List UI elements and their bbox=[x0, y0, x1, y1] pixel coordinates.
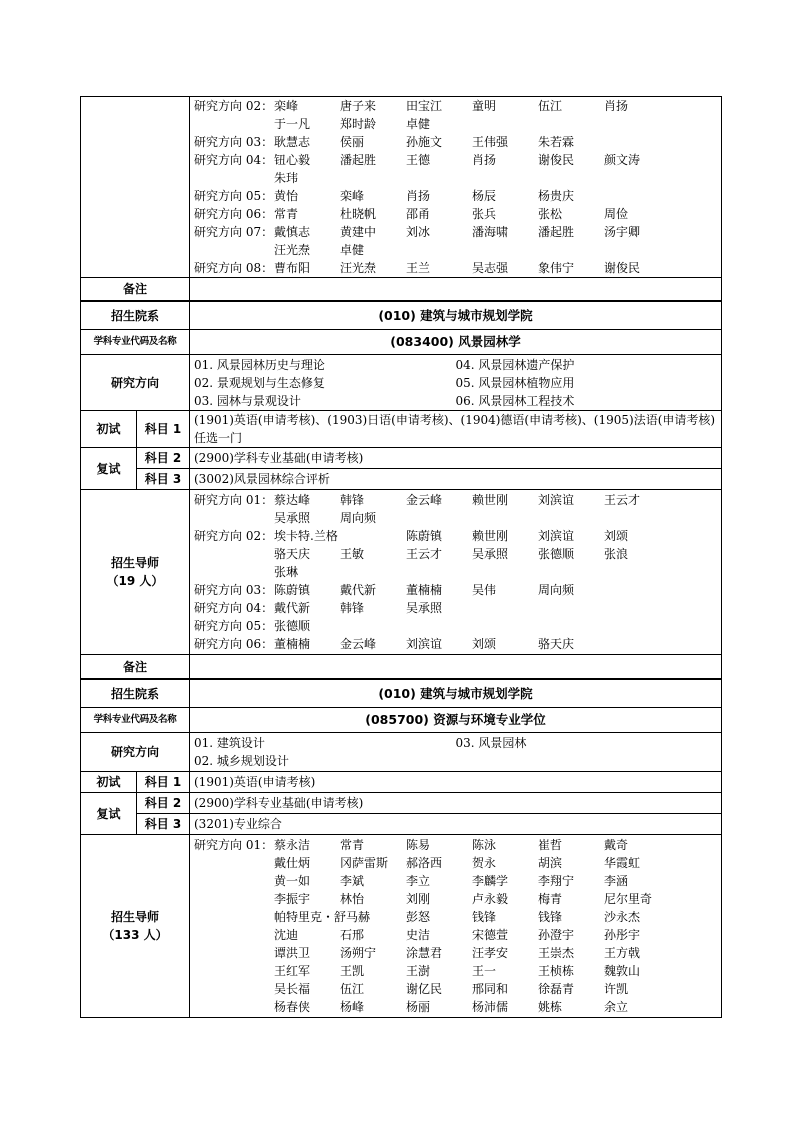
advisor-name: 汪孝安 bbox=[472, 946, 509, 960]
advisor-name: 王桢栋 bbox=[538, 964, 575, 978]
advisor-name: 董楠楠 bbox=[406, 583, 443, 597]
advisor-name: 杨春侠 bbox=[274, 1000, 311, 1014]
research-direction-row bbox=[194, 599, 717, 617]
advisor-name: 王德 bbox=[406, 153, 431, 167]
advisor-name: 石邢 bbox=[340, 928, 365, 942]
advisor-name: 李立 bbox=[406, 874, 431, 888]
advisor-name: 姚栋 bbox=[538, 1000, 563, 1014]
research-direction-label: 研究方向 06： bbox=[194, 207, 274, 221]
exam1-label-1: 初试 bbox=[81, 411, 137, 448]
advisor-name: 耿慧志 bbox=[274, 135, 311, 149]
advisor-name: 王崇杰 bbox=[538, 946, 575, 960]
subject1-label-1: 科目 1 bbox=[137, 411, 190, 448]
advisor-name: 汤宇卿 bbox=[604, 225, 641, 239]
advisor-name: 林怡 bbox=[340, 892, 365, 906]
advisor-name: 郑时龄 bbox=[340, 117, 377, 131]
remark-value-1 bbox=[190, 655, 722, 680]
advisor-name: 许凯 bbox=[604, 982, 629, 996]
advisor-name: 尼尔里奇 bbox=[604, 892, 653, 906]
advisor-name: 唐子来 bbox=[340, 99, 377, 113]
advisor-name: 戴慎志 bbox=[274, 225, 311, 239]
advisor-name: 宋德萱 bbox=[472, 928, 509, 942]
advisor-list-1 bbox=[190, 490, 722, 655]
advisor-names bbox=[274, 223, 717, 259]
advisor-name: 张德顺 bbox=[274, 619, 311, 633]
advisor-list-2 bbox=[190, 835, 722, 1018]
college-value-1: (010) 建筑与城市规划学院 bbox=[190, 301, 722, 330]
advisor-name: 刘颂 bbox=[472, 637, 497, 651]
advisor-name: 帕特里克・舒马赫 bbox=[274, 910, 371, 924]
remark-value-top bbox=[190, 278, 722, 302]
advisor-name: 黄怡 bbox=[274, 189, 299, 203]
advisor-name: 冈萨雷斯 bbox=[340, 856, 389, 870]
research-direction-label: 研究方向 04： bbox=[194, 153, 274, 167]
advisor-name: 余立 bbox=[604, 1000, 629, 1014]
advisor-label-text: 招生导师 bbox=[110, 910, 159, 924]
advisor-name: 梅青 bbox=[538, 892, 563, 906]
direction-list-1 bbox=[190, 355, 722, 411]
advisor-name: 钱锋 bbox=[472, 910, 497, 924]
advisor-name: 潘起胜 bbox=[538, 225, 575, 239]
research-direction-row bbox=[194, 527, 717, 581]
advisor-names bbox=[274, 527, 717, 581]
top-advisor-list bbox=[190, 97, 722, 278]
research-direction-label: 研究方向 08： bbox=[194, 261, 274, 275]
research-direction-row bbox=[194, 581, 717, 599]
advisor-name: 戴代新 bbox=[274, 601, 311, 615]
research-direction-row bbox=[194, 223, 717, 259]
research-direction-label: 研究方向 04： bbox=[194, 601, 274, 615]
advisor-name: 金云峰 bbox=[406, 493, 443, 507]
advisor-name: 潘海啸 bbox=[472, 225, 509, 239]
advisor-name: 刘刚 bbox=[406, 892, 431, 906]
subject2-label-2: 科目 2 bbox=[137, 793, 190, 814]
advisor-name: 陈蔚镇 bbox=[274, 583, 311, 597]
advisor-name: 韩锋 bbox=[340, 493, 365, 507]
advisor-name: 骆天庆 bbox=[538, 637, 575, 651]
research-direction-row bbox=[194, 836, 717, 1016]
advisor-name: 骆天庆 bbox=[274, 547, 311, 561]
advisor-name: 邵甬 bbox=[406, 207, 431, 221]
advisor-name: 王敏 bbox=[340, 547, 365, 561]
research-direction-label: 研究方向 01： bbox=[194, 493, 274, 507]
advisor-name: 邢同和 bbox=[472, 982, 509, 996]
advisor-name: 谢亿民 bbox=[406, 982, 443, 996]
advisor-name: 栾峰 bbox=[274, 99, 299, 113]
subject2-value-2: (2900)学科专业基础(申请考核) bbox=[190, 793, 722, 814]
advisor-name: 王伟强 bbox=[472, 135, 509, 149]
advisor-name: 周俭 bbox=[604, 207, 629, 221]
direction-item: 03. 风景园林 bbox=[455, 736, 527, 750]
remark-label-top: 备注 bbox=[81, 278, 190, 302]
advisor-name: 杨贵庆 bbox=[538, 189, 575, 203]
research-direction-label: 研究方向 06： bbox=[194, 637, 274, 651]
college-value-2: (010) 建筑与城市规划学院 bbox=[190, 679, 722, 708]
college-label-2: 招生院系 bbox=[81, 679, 190, 708]
advisor-name: 伍江 bbox=[340, 982, 365, 996]
advisor-name: 朱玮 bbox=[274, 171, 299, 185]
advisor-name: 刘滨谊 bbox=[538, 493, 575, 507]
subject3-value-2: (3201)专业综合 bbox=[190, 814, 722, 835]
advisor-name: 黄一如 bbox=[274, 874, 311, 888]
advisor-name: 吴长福 bbox=[274, 982, 311, 996]
advisor-name: 刘滨谊 bbox=[406, 637, 443, 651]
advisor-name: 肖扬 bbox=[604, 99, 629, 113]
advisor-name: 王云才 bbox=[406, 547, 443, 561]
advisor-name: 王澍 bbox=[406, 964, 431, 978]
subject1-value-1: (1901)英语(申请考核)、(1903)日语(申请考核)、(1904)德语(申请考核)、(1905)法语(申请考核)任选一门 bbox=[190, 411, 722, 448]
advisor-name: 张德顺 bbox=[538, 547, 575, 561]
advisor-name: 王凯 bbox=[340, 964, 365, 978]
advisor-name: 杨峰 bbox=[340, 1000, 365, 1014]
advisor-name: 张琳 bbox=[274, 565, 299, 579]
research-direction-label: 研究方向 03： bbox=[194, 583, 274, 597]
document-page bbox=[80, 96, 721, 1018]
advisor-name: 卓健 bbox=[406, 117, 431, 131]
advisor-names bbox=[274, 635, 717, 653]
direction-label-2: 研究方向 bbox=[81, 733, 190, 772]
advisor-name: 常青 bbox=[274, 207, 299, 221]
advisor-name: 周向频 bbox=[340, 511, 377, 525]
subject3-label-1: 科目 3 bbox=[137, 469, 190, 490]
research-direction-row bbox=[194, 133, 717, 151]
research-direction-row bbox=[194, 491, 717, 527]
direction-item: 04. 风景园林遗产保护 bbox=[455, 357, 575, 372]
research-direction-label: 研究方向 07： bbox=[194, 225, 274, 239]
advisor-name: 徐磊青 bbox=[538, 982, 575, 996]
major-value-2: (085700) 资源与环境专业学位 bbox=[190, 708, 722, 733]
advisor-name: 田宝江 bbox=[406, 99, 443, 113]
direction-item: 03. 园林与景观设计 bbox=[194, 393, 301, 408]
research-direction-row bbox=[194, 151, 717, 187]
advisor-name: 潘起胜 bbox=[340, 153, 377, 167]
advisor-name: 肖扬 bbox=[406, 189, 431, 203]
advisor-name: 杜晓帆 bbox=[340, 207, 377, 221]
advisor-name: 陈泳 bbox=[472, 838, 497, 852]
advisor-names bbox=[274, 205, 717, 223]
advisor-name: 谢俊民 bbox=[604, 261, 641, 275]
advisor-name: 陈蔚镇 bbox=[406, 529, 443, 543]
subject2-label-1: 科目 2 bbox=[137, 448, 190, 469]
advisor-name: 刘颂 bbox=[604, 529, 629, 543]
advisor-name: 孙彤宇 bbox=[604, 928, 641, 942]
advisor-names bbox=[274, 97, 717, 133]
subject3-label-2: 科目 3 bbox=[137, 814, 190, 835]
advisor-names bbox=[274, 599, 717, 617]
advisor-name: 董楠楠 bbox=[274, 637, 311, 651]
research-direction-row bbox=[194, 205, 717, 223]
advisor-name: 于一凡 bbox=[274, 117, 311, 131]
advisor-name: 贺永 bbox=[472, 856, 497, 870]
advisor-names bbox=[274, 259, 717, 277]
research-direction-label: 研究方向 05： bbox=[194, 619, 274, 633]
advisor-label-text: 招生导师 bbox=[110, 556, 159, 570]
advisor-name: 杨辰 bbox=[472, 189, 497, 203]
advisor-name: 吴承照 bbox=[406, 601, 443, 615]
advisor-name: 沈迪 bbox=[274, 928, 299, 942]
advisor-count: （19 人） bbox=[106, 574, 164, 588]
advisor-name: 周向频 bbox=[538, 583, 575, 597]
advisor-name: 杨沛儒 bbox=[472, 1000, 509, 1014]
advisor-name: 赖世刚 bbox=[472, 493, 509, 507]
advisor-names bbox=[274, 187, 717, 205]
advisor-name: 张松 bbox=[538, 207, 563, 221]
exam2-label-2: 复试 bbox=[81, 793, 137, 835]
advisor-name: 李翔宁 bbox=[538, 874, 575, 888]
subject3-value-1: (3002)风景园林综合评析 bbox=[190, 469, 722, 490]
advisor-name: 陈易 bbox=[406, 838, 431, 852]
advisor-name: 刘冰 bbox=[406, 225, 431, 239]
advisor-name: 童明 bbox=[472, 99, 497, 113]
advisor-label-1 bbox=[81, 490, 190, 655]
direction-item: 01. 风景园林历史与理论 bbox=[194, 357, 325, 372]
advisor-names bbox=[274, 617, 717, 635]
advisor-name: 汤朔宁 bbox=[340, 946, 377, 960]
research-direction-label: 研究方向 05： bbox=[194, 189, 274, 203]
advisor-name: 吴伟 bbox=[472, 583, 497, 597]
advisor-name: 王一 bbox=[472, 964, 497, 978]
advisor-name: 谭洪卫 bbox=[274, 946, 311, 960]
advisor-name: 魏敦山 bbox=[604, 964, 641, 978]
advisor-name: 钮心毅 bbox=[274, 153, 311, 167]
advisor-names bbox=[274, 133, 717, 151]
advisor-name: 卓健 bbox=[340, 243, 365, 257]
advisor-name: 黄建中 bbox=[340, 225, 377, 239]
admission-table bbox=[80, 96, 722, 1018]
advisor-name: 张兵 bbox=[472, 207, 497, 221]
advisor-name: 汪光焘 bbox=[274, 243, 311, 257]
research-direction-label: 研究方向 02： bbox=[194, 529, 274, 543]
advisor-name: 侯丽 bbox=[340, 135, 365, 149]
advisor-name: 汪光焘 bbox=[340, 261, 377, 275]
advisor-name: 戴奇 bbox=[604, 838, 629, 852]
direction-item bbox=[456, 752, 718, 770]
subject2-value-1: (2900)学科专业基础(申请考核) bbox=[190, 448, 722, 469]
exam2-label-1: 复试 bbox=[81, 448, 137, 490]
advisor-name: 赖世刚 bbox=[472, 529, 509, 543]
major-label-2: 学科专业代码及名称 bbox=[81, 708, 190, 733]
advisor-name: 李斌 bbox=[340, 874, 365, 888]
advisor-label-2 bbox=[81, 835, 190, 1018]
advisor-name: 栾峰 bbox=[340, 189, 365, 203]
top-left-blank bbox=[81, 97, 190, 278]
advisor-name: 朱若霖 bbox=[538, 135, 575, 149]
advisor-name: 杨丽 bbox=[406, 1000, 431, 1014]
advisor-name: 张浪 bbox=[604, 547, 629, 561]
advisor-names bbox=[274, 491, 717, 527]
advisor-name: 王兰 bbox=[406, 261, 431, 275]
advisor-name: 李振宇 bbox=[274, 892, 311, 906]
advisor-names bbox=[274, 151, 717, 187]
direction-item: 02. 城乡规划设计 bbox=[194, 754, 289, 768]
advisor-name: 史洁 bbox=[406, 928, 431, 942]
advisor-name: 孙澄宇 bbox=[538, 928, 575, 942]
advisor-name: 钱锋 bbox=[538, 910, 563, 924]
direction-item: 01. 建筑设计 bbox=[194, 736, 265, 750]
direction-item: 06. 风景园林工程技术 bbox=[455, 393, 575, 408]
direction-item: 05. 风景园林植物应用 bbox=[455, 375, 575, 390]
advisor-name: 常青 bbox=[340, 838, 365, 852]
advisor-name: 吴志强 bbox=[472, 261, 509, 275]
direction-label-1: 研究方向 bbox=[81, 355, 190, 411]
advisor-name: 沙永杰 bbox=[604, 910, 641, 924]
college-label-1: 招生院系 bbox=[81, 301, 190, 330]
advisor-name: 蔡永洁 bbox=[274, 838, 311, 852]
advisor-count: （133 人） bbox=[102, 928, 168, 942]
advisor-name: 王红军 bbox=[274, 964, 311, 978]
direction-item: 02. 景观规划与生态修复 bbox=[194, 375, 325, 390]
subject1-value-2: (1901)英语(申请考核) bbox=[190, 772, 722, 793]
advisor-name: 金云峰 bbox=[340, 637, 377, 651]
advisor-name: 吴承照 bbox=[274, 511, 311, 525]
research-direction-row bbox=[194, 97, 717, 133]
research-direction-row bbox=[194, 617, 717, 635]
advisor-name: 王云才 bbox=[604, 493, 641, 507]
advisor-name: 颜文涛 bbox=[604, 153, 641, 167]
remark-label-1: 备注 bbox=[81, 655, 190, 680]
advisor-name: 蔡达峰 bbox=[274, 493, 311, 507]
advisor-name: 戴代新 bbox=[340, 583, 377, 597]
advisor-name: 象伟宁 bbox=[538, 261, 575, 275]
advisor-name: 郝洛西 bbox=[406, 856, 443, 870]
advisor-name: 孙施文 bbox=[406, 135, 443, 149]
research-direction-row bbox=[194, 635, 717, 653]
advisor-name bbox=[340, 908, 406, 926]
advisor-name: 华霞虹 bbox=[604, 856, 641, 870]
research-direction-row bbox=[194, 259, 717, 277]
research-direction-label: 研究方向 01： bbox=[194, 838, 274, 852]
advisor-name: 李涵 bbox=[604, 874, 629, 888]
advisor-name: 戴仕炳 bbox=[274, 856, 311, 870]
advisor-name: 肖扬 bbox=[472, 153, 497, 167]
advisor-name: 李麟学 bbox=[472, 874, 509, 888]
exam1-label-2: 初试 bbox=[81, 772, 137, 793]
advisor-name: 曹布阳 bbox=[274, 261, 311, 275]
advisor-name: 王方戟 bbox=[604, 946, 641, 960]
research-direction-row bbox=[194, 187, 717, 205]
major-value-1: (083400) 风景园林学 bbox=[190, 330, 722, 355]
advisor-name bbox=[340, 527, 406, 545]
advisor-name: 吴承照 bbox=[472, 547, 509, 561]
advisor-names bbox=[274, 836, 717, 1016]
advisor-name: 卢永毅 bbox=[472, 892, 509, 906]
research-direction-label: 研究方向 02： bbox=[194, 99, 274, 113]
subject1-label-2: 科目 1 bbox=[137, 772, 190, 793]
advisor-name: 埃卡特.兰格 bbox=[274, 529, 338, 543]
advisor-name: 刘滨谊 bbox=[538, 529, 575, 543]
major-label-1: 学科专业代码及名称 bbox=[81, 330, 190, 355]
research-direction-label: 研究方向 03： bbox=[194, 135, 274, 149]
advisor-name: 涂慧君 bbox=[406, 946, 443, 960]
advisor-name: 谢俊民 bbox=[538, 153, 575, 167]
advisor-name: 胡滨 bbox=[538, 856, 563, 870]
advisor-name: 彭怒 bbox=[406, 910, 431, 924]
advisor-name: 韩锋 bbox=[340, 601, 365, 615]
advisor-name: 伍江 bbox=[538, 99, 563, 113]
advisor-name: 崔哲 bbox=[538, 838, 563, 852]
advisor-names bbox=[274, 581, 717, 599]
direction-list-2 bbox=[190, 733, 722, 772]
